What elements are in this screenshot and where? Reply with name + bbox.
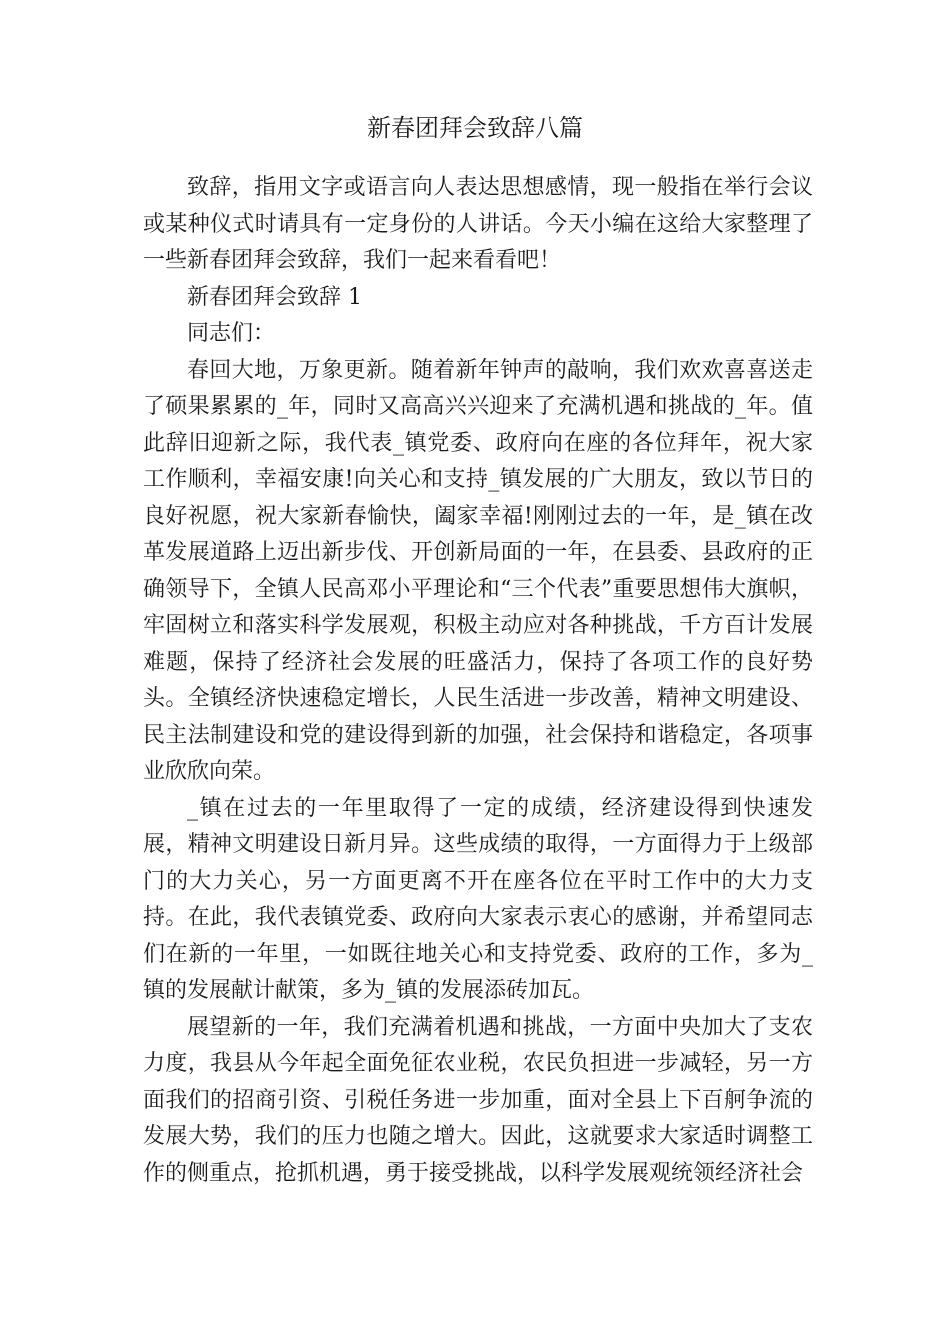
body-paragraph: 展望新的一年，我们充满着机遇和挑战，一方面中央加大了支农力度，我县从今年起全面免征农业税，农民负担进一步减轻，另一方面我们的招商引资、引税任务进一步加重，面对全县上下百舸争流的发展大势，我们的压力也随之增大。因此，这就要求大家适时调整工作的侧重点，抢抓机遇，勇于接受挑战，以科学发展观统领经济社会 xyxy=(143,1014,813,1186)
intro-paragraph: 致辞，指用文字或语言向人表达思想感情，现一般指在举行会议或某种仪式时请具有一定身份的人讲话。今天小编在这给大家整理了一些新春团拜会致辞，我们一起来看看吧！ xyxy=(143,175,813,273)
document-title: 新春团拜会致辞八篇 xyxy=(367,114,583,142)
section-heading: 新春团拜会致辞 1 xyxy=(187,284,362,310)
salutation: 同志们： xyxy=(187,321,276,346)
body-paragraph: _镇在过去的一年里取得了一定的成绩，经济建设得到快速发展，精神文明建设日新月异。这些成绩的取得，一方面得力于上级部门的大力关心，另一方面更离不开在座各位在平时工作中的大力支持。在此，我代表镇党委、政府向大家表示衷心的感谢，并希望同志们在新的一年里，一如既往地关心和支持党委、政府的工作，多为_镇的发展献计献策，多为_镇的发展添砖加瓦。 xyxy=(143,795,813,1003)
document-body xyxy=(143,170,813,1192)
body-paragraph: 春回大地，万象更新。随着新年钟声的敲响，我们欢欢喜喜送走了硕果累累的_年，同时又高高兴兴迎来了充满机遇和挑战的_年。值此辞旧迎新之际，我代表_镇党委、政府向在座的各位拜年，祝大家工作顺利，幸福安康!向关心和支持_镇发展的广大朋友，致以节日的良好祝愿，祝大家新春愉快，阖家幸福!刚刚过去的一年，是_镇在改革发展道路上迈出新步伐、开创新局面的一年，在县委、县政府的正确领导下，全镇人民高邓小平理论和“三个代表”重要思想伟大旗帜，牢固树立和落实科学发展观，积极主动应对各种挑战，千方百计发展难题，保持了经济社会发展的旺盛活力，保持了各项工作的良好势头。全镇经济快速稳定增长，人民生活进一步改善，精神文明建设、民主法制建设和党的建设得到新的加强，社会保持和谐稳定，各项事业欣欣向荣。 xyxy=(143,357,813,784)
